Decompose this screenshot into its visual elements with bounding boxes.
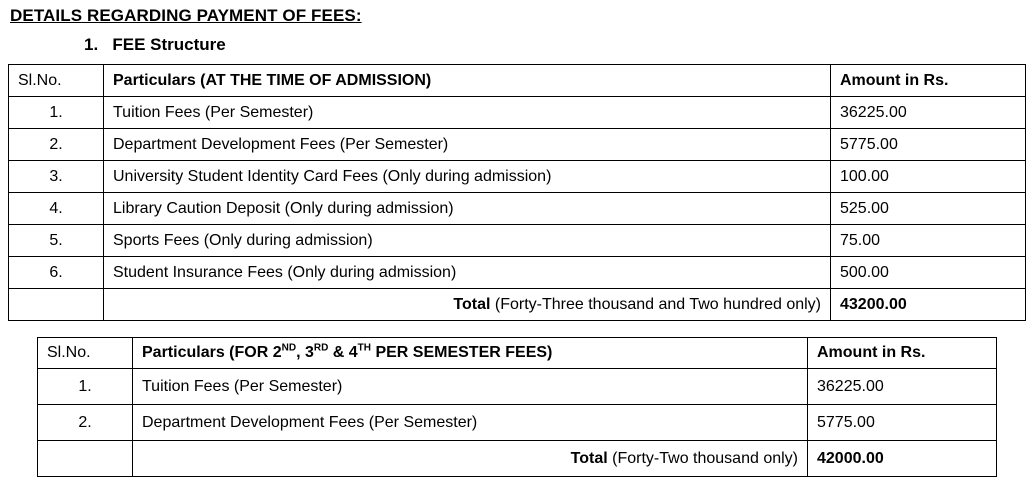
amount-cell: 5775.00 (831, 129, 1026, 161)
table-row (9, 97, 1026, 129)
sl-no-cell: 1. (9, 97, 104, 129)
amount-cell: 36225.00 (831, 97, 1026, 129)
superscript: TH (357, 342, 371, 354)
section-number: 1. (84, 35, 99, 54)
particular-cell: Library Caution Deposit (Only during admission) (104, 193, 831, 225)
particular-cell: Tuition Fees (Per Semester) (104, 97, 831, 129)
superscript: ND (281, 342, 297, 354)
total-words: (Forty-Three thousand and Two hundred only) (490, 295, 821, 313)
particular-cell: University Student Identity Card Fees (Only during admission) (104, 161, 831, 193)
amount-cell: 36225.00 (808, 369, 997, 405)
total-row (38, 441, 997, 477)
total-label: Total (453, 295, 491, 313)
table-row (9, 129, 1026, 161)
amount-cell: 5775.00 (808, 405, 997, 441)
sl-no-cell: 6. (9, 257, 104, 289)
sl-no-cell: 5. (9, 225, 104, 257)
superscript: RD (313, 342, 329, 354)
total-label: Total (570, 449, 608, 467)
amount-header: Amount in Rs. (831, 65, 1026, 97)
table-header-row (9, 65, 1026, 97)
particulars-header-text: & 4 (328, 344, 358, 361)
empty-cell (9, 289, 104, 321)
sl-no-header: Sl.No. (9, 65, 104, 97)
total-words: (Forty-Two thousand only) (607, 449, 798, 467)
sl-no-cell: 2. (38, 405, 133, 441)
particular-cell: Student Insurance Fees (Only during admission) (104, 257, 831, 289)
amount-header: Amount in Rs. (808, 338, 997, 369)
table-row (38, 369, 997, 405)
page-heading: DETAILS REGARDING PAYMENT OF FEES: (10, 6, 362, 25)
particular-cell: Department Development Fees (Per Semester) (104, 129, 831, 161)
table-row (9, 257, 1026, 289)
total-row (9, 289, 1026, 321)
sl-no-cell: 4. (9, 193, 104, 225)
particulars-header (133, 338, 808, 369)
table-row (9, 193, 1026, 225)
total-amount: 42000.00 (808, 441, 997, 477)
table-row (38, 405, 997, 441)
semester-fee-table (37, 337, 997, 477)
particular-cell: Sports Fees (Only during admission) (104, 225, 831, 257)
sl-no-cell: 2. (9, 129, 104, 161)
amount-cell: 100.00 (831, 161, 1026, 193)
particulars-header-text: PER SEMESTER FEES) (371, 344, 553, 361)
particulars-header: Particulars (AT THE TIME OF ADMISSION) (104, 65, 831, 97)
section-title-text: FEE Structure (112, 35, 226, 54)
table-row (9, 225, 1026, 257)
table-row (9, 161, 1026, 193)
total-label-cell (104, 289, 831, 321)
sl-no-cell: 3. (9, 161, 104, 193)
admission-fee-table (8, 64, 1026, 321)
amount-cell: 500.00 (831, 257, 1026, 289)
total-label-cell (133, 441, 808, 477)
amount-cell: 525.00 (831, 193, 1026, 225)
particulars-header-text: , 3 (296, 344, 314, 361)
amount-cell: 75.00 (831, 225, 1026, 257)
section-title (84, 35, 226, 55)
particular-cell: Tuition Fees (Per Semester) (133, 369, 808, 405)
table-header-row (38, 338, 997, 369)
particulars-header-text: Particulars (FOR 2 (142, 344, 282, 361)
total-amount: 43200.00 (831, 289, 1026, 321)
empty-cell (38, 441, 133, 477)
sl-no-cell: 1. (38, 369, 133, 405)
particular-cell: Department Development Fees (Per Semester) (133, 405, 808, 441)
sl-no-header: Sl.No. (38, 338, 133, 369)
